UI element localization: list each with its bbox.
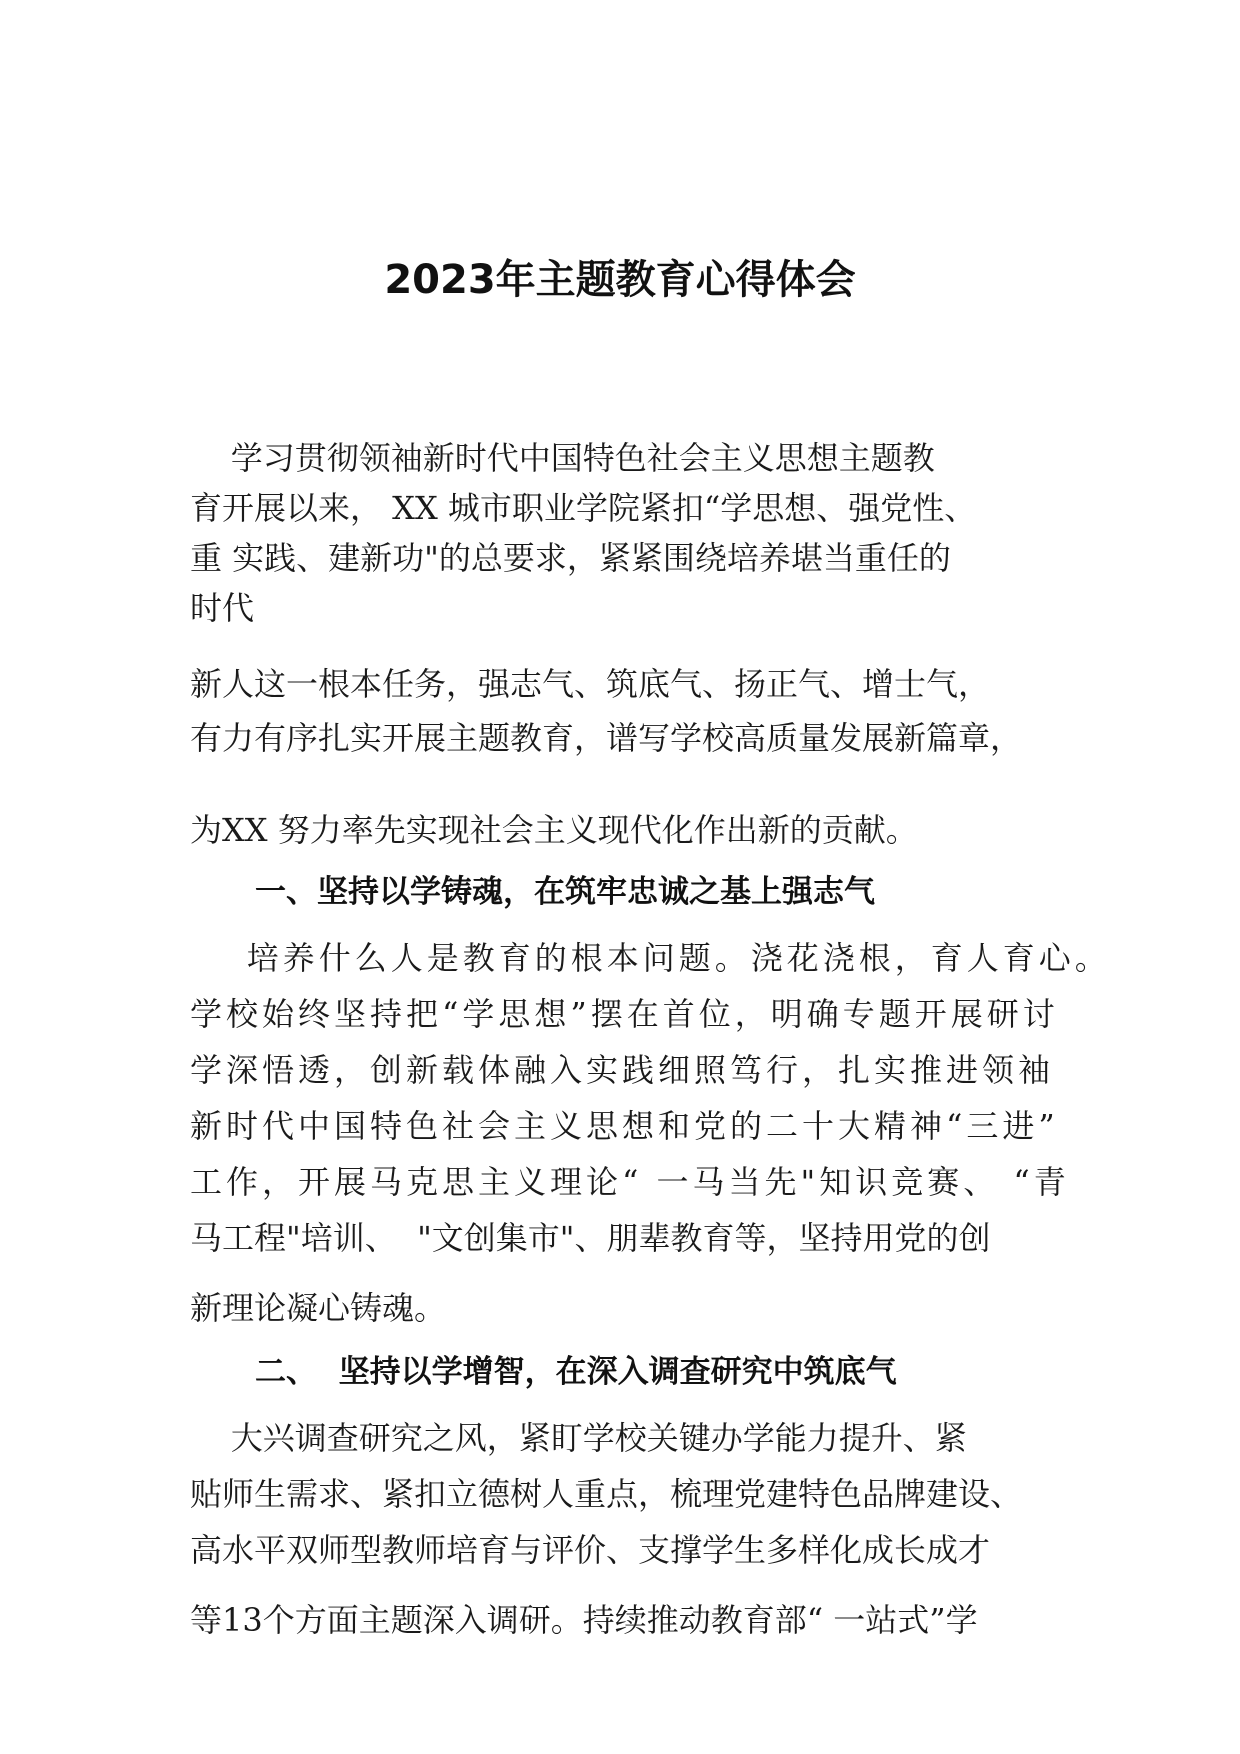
intro-line-2: 育开展以来， XX 城市职业学院紧扣“学思想、强党性、 xyxy=(190,489,977,527)
intro-line-5: 新人这一根本任务，强志气、筑底气、扬正气、增士气， xyxy=(190,665,991,703)
section-1-line-3: 学深悟透，创新载体融入实践细照笃行，扎实推进领袖 xyxy=(190,1051,1055,1089)
section-1-line-6: 马工程"培训、 "文创集市"、朋辈教育等，坚持用党的创 xyxy=(190,1219,991,1257)
section-1-heading: 一、坚持以学铸魂，在筑牢忠诚之基上强志气 xyxy=(255,874,875,910)
section-1-line-2: 学校始终坚持把“学思想”摆在首位，明确专题开展研讨 xyxy=(190,995,1059,1033)
intro-line-1: 学习贯彻领袖新时代中国特色社会主义思想主题教 xyxy=(190,439,935,477)
intro-line-4: 时代 xyxy=(190,589,255,627)
intro-line-3: 重 实践、建新功"的总要求，紧紧围绕培养堪当重任的 xyxy=(190,539,951,577)
section-2-heading: 二、 坚持以学增智，在深入调查研究中筑底气 xyxy=(255,1354,897,1390)
section-2-line-1: 大兴调查研究之风，紧盯学校关键办学能力提升、紧 xyxy=(190,1419,967,1457)
section-1-line-7: 新理论凝心铸魂。 xyxy=(190,1289,447,1327)
section-2-line-2: 贴师生需求、紧扣立德树人重点，梳理党建特色品牌建设、 xyxy=(190,1475,1023,1513)
page-title: 2023年主题教育心得体会 xyxy=(384,257,856,303)
intro-line-6: 有力有序扎实开展主题教育，谱写学校高质量发展新篇章， xyxy=(190,719,1023,757)
intro-line-7: 为XX 努力率先实现社会主义现代化作出新的贡献。 xyxy=(190,811,918,849)
section-2-line-3: 高水平双师型教师培育与评价、支撑学生多样化成长成才 xyxy=(190,1531,991,1569)
section-1-line-1: 培养什么人是教育的根本问题。浇花浇根，育人育心。 xyxy=(190,939,1111,977)
section-1-line-5: 工作，开展马克思主义理论“ 一马当先"知识竞赛、 “青 xyxy=(190,1163,1070,1201)
section-1-line-4: 新时代中国特色社会主义思想和党的二十大精神“三进” xyxy=(190,1107,1059,1145)
section-2-line-4: 等13个方面主题深入调研。持续推动教育部“ 一站式”学 xyxy=(190,1601,978,1639)
